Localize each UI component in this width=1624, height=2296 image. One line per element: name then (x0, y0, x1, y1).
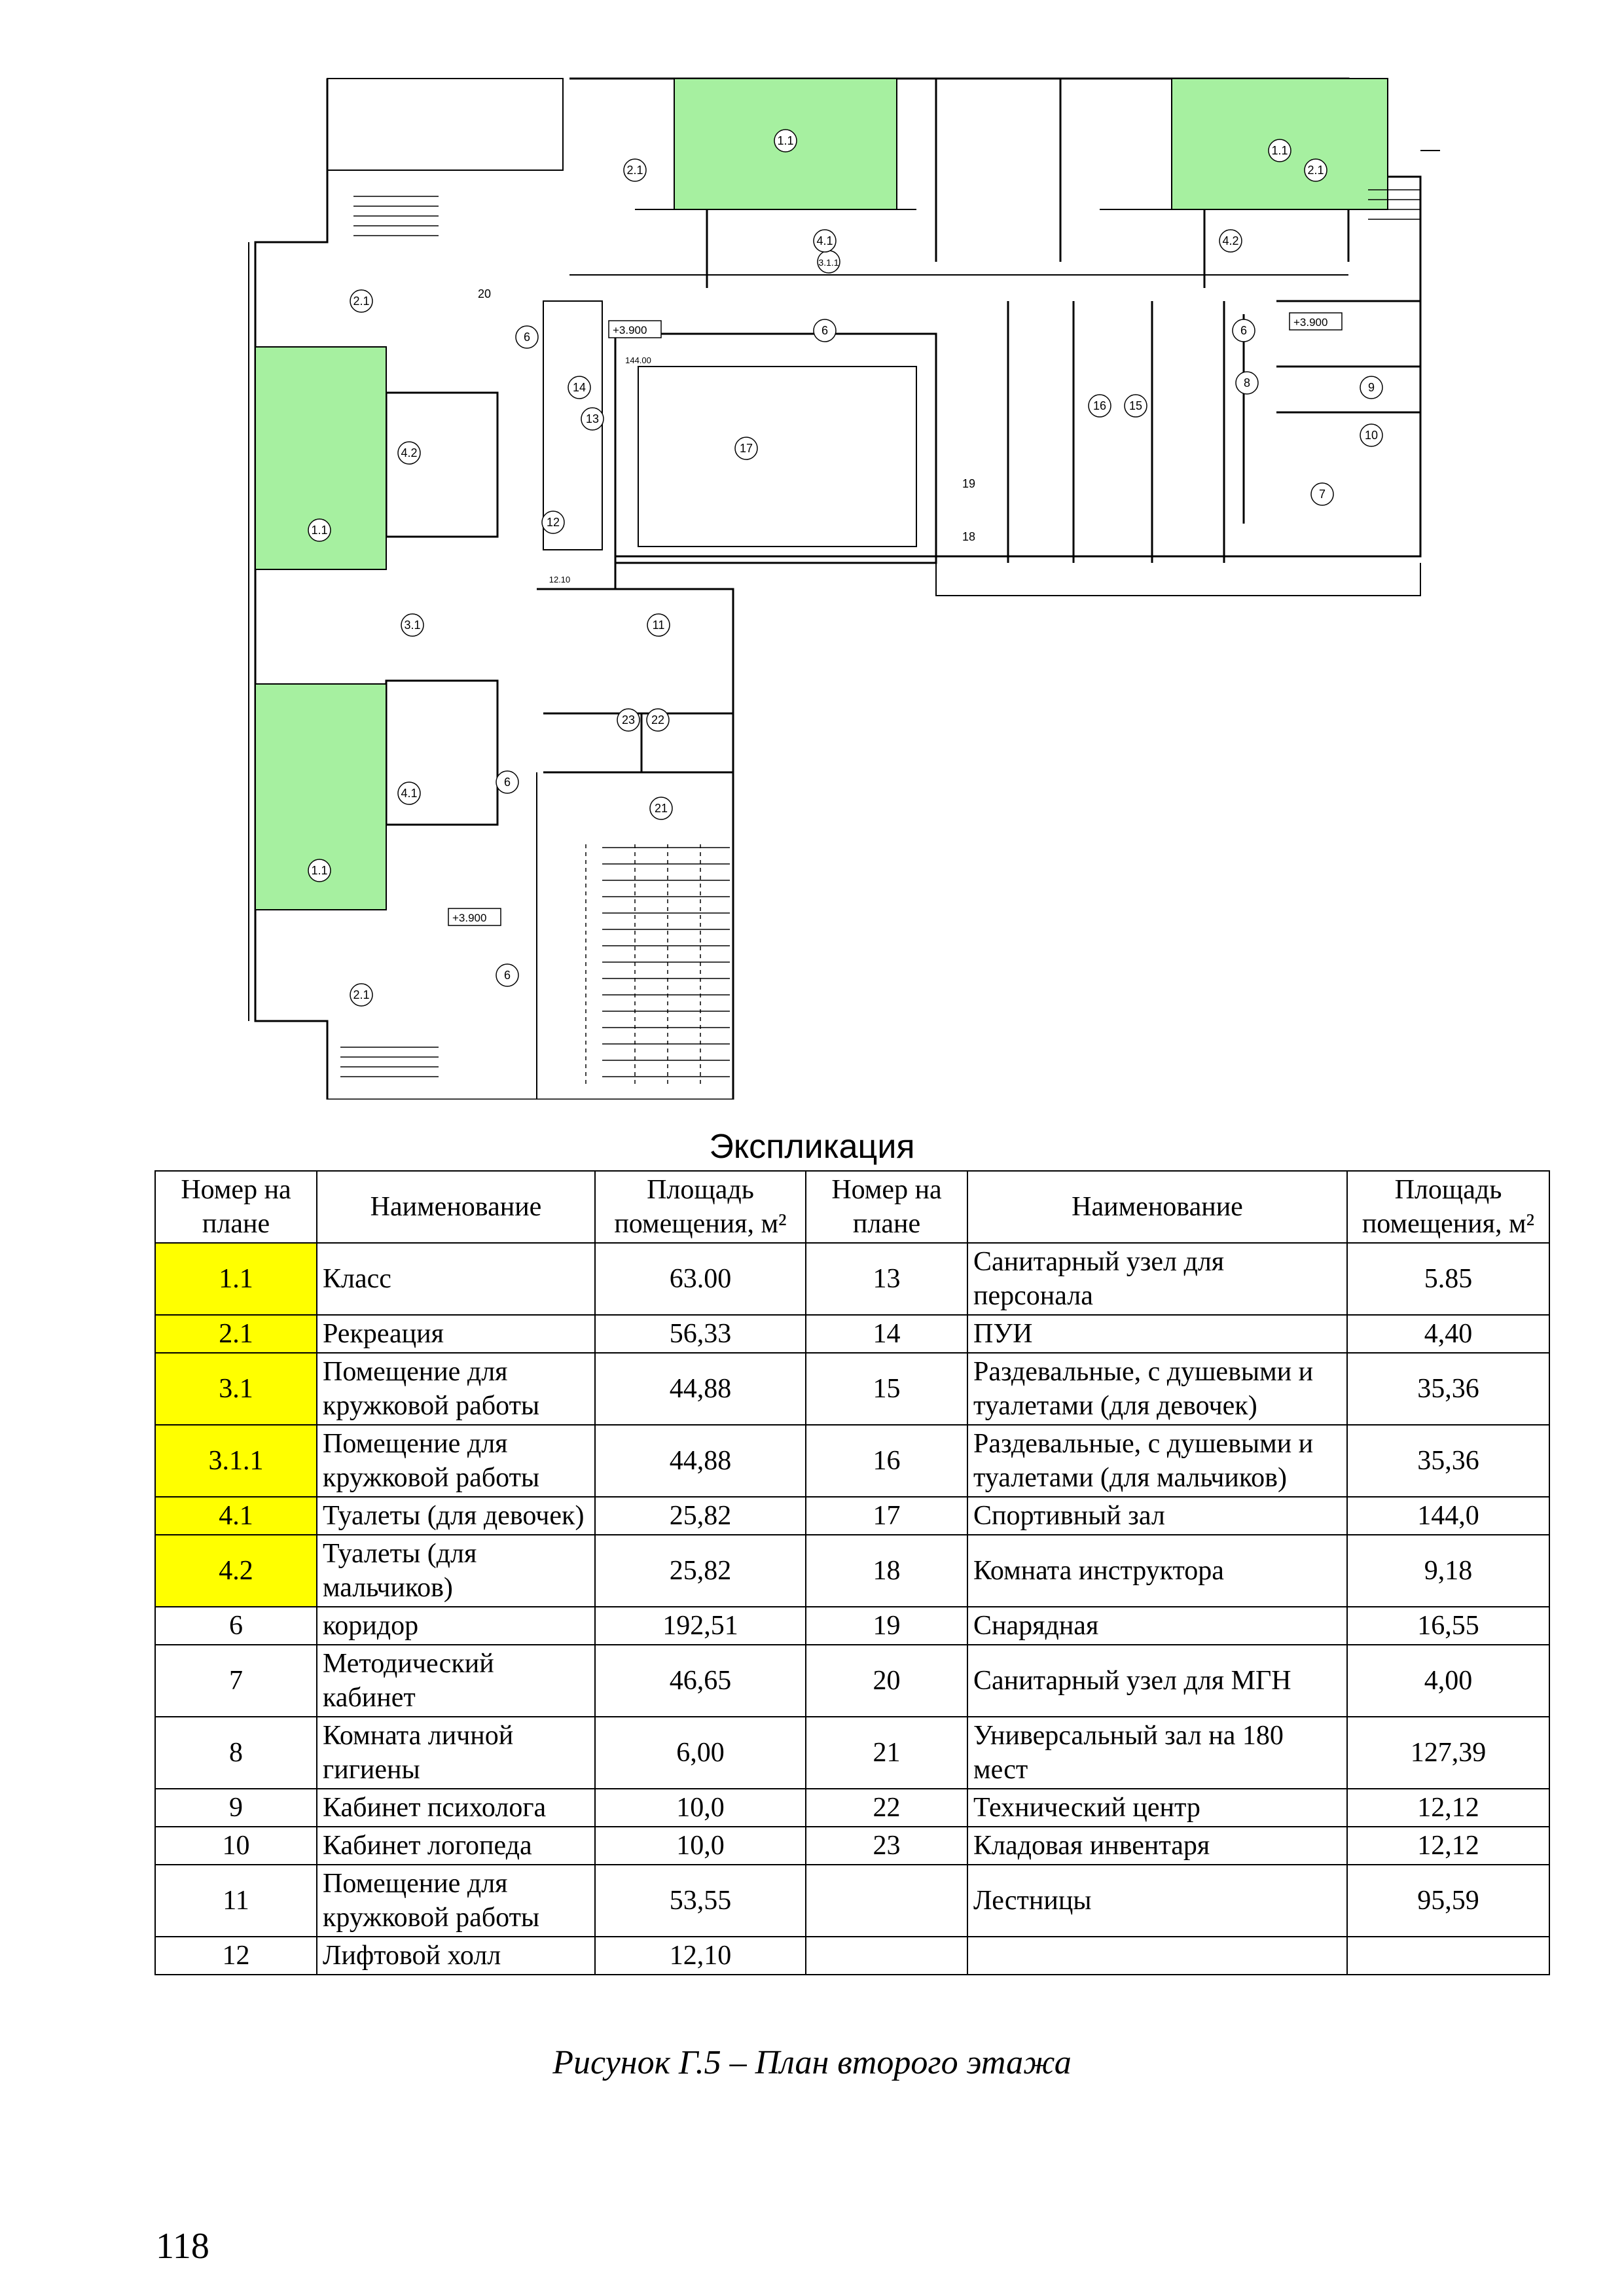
room-name-cell: Лифтовой холл (317, 1937, 595, 1975)
table-row (155, 1717, 1549, 1789)
header-name: Наименование (317, 1171, 595, 1243)
room-label: 19 (962, 477, 976, 490)
table-row (155, 1243, 1549, 1315)
room-area-cell: 10,0 (595, 1827, 806, 1865)
room-area-cell: 16,55 (1347, 1607, 1549, 1645)
room-number-cell: 10 (155, 1827, 317, 1865)
room-name-cell: Технический центр (967, 1789, 1347, 1827)
room-area-cell: 53,55 (595, 1865, 806, 1937)
room-label: 2.1 (353, 295, 370, 308)
room-label: 8 (1243, 376, 1251, 389)
header-num: Номер на плане (806, 1171, 967, 1243)
table-row (155, 1425, 1549, 1497)
explication-title: Экспликация (709, 1128, 915, 1166)
room-label: 4.2 (1222, 234, 1239, 247)
room-name-cell: коридор (317, 1607, 595, 1645)
room-label: 6 (1240, 324, 1248, 337)
room-area-cell: 95,59 (1347, 1865, 1549, 1937)
room-area-cell: 9,18 (1347, 1535, 1549, 1607)
table-row (155, 1535, 1549, 1607)
room-name-cell: Универсальный зал на 180 мест (967, 1717, 1347, 1789)
room-label: 7 (1318, 488, 1326, 501)
room-label: 21 (654, 802, 668, 815)
room-area-cell: 56,33 (595, 1315, 806, 1353)
room-area-cell: 5.85 (1347, 1243, 1549, 1315)
room-area-cell: 6,00 (595, 1717, 806, 1789)
room-name-cell: Снарядная (967, 1607, 1347, 1645)
page-number: 118 (156, 2226, 209, 2267)
room-label: 6 (523, 331, 531, 344)
table-header-row (155, 1171, 1549, 1243)
room-name-cell: Раздевальные, с душевыми и туалетами (для мальчиков) (967, 1425, 1347, 1497)
room-area-cell: 44,88 (595, 1353, 806, 1425)
room-number-cell (806, 1937, 967, 1975)
room-area-cell: 35,36 (1347, 1425, 1549, 1497)
room-label: 4.2 (401, 446, 418, 459)
room-number-cell: 4.1 (155, 1497, 317, 1535)
room-name-cell: Лестницы (967, 1865, 1347, 1937)
table-row (155, 1827, 1549, 1865)
room-label: 1.1 (311, 524, 328, 537)
room-label: 12.10 (549, 575, 571, 584)
room-name-cell: Туалеты (для мальчиков) (317, 1535, 595, 1607)
room-area-cell: 46,65 (595, 1645, 806, 1717)
table-row (155, 1937, 1549, 1975)
table-row (155, 1607, 1549, 1645)
room-name-cell: Рекреация (317, 1315, 595, 1353)
header-area: Площадь помещения, м² (1347, 1171, 1549, 1243)
table-row (155, 1865, 1549, 1937)
room-name-cell: Помещение для кружковой работы (317, 1353, 595, 1425)
room-label: 3.1 (404, 619, 421, 632)
room-area-cell: 4,40 (1347, 1315, 1549, 1353)
room-number-cell: 19 (806, 1607, 967, 1645)
room-label: 16 (1092, 399, 1107, 412)
room-area-cell: 25,82 (595, 1497, 806, 1535)
room-label: 12 (546, 516, 560, 529)
room-area-cell: 144,0 (1347, 1497, 1549, 1535)
room-label: 10 (1364, 429, 1379, 442)
room-name-cell: Кабинет психолога (317, 1789, 595, 1827)
room-area-cell: 192,51 (595, 1607, 806, 1645)
room-area-cell: 10,0 (595, 1789, 806, 1827)
room-number-cell: 15 (806, 1353, 967, 1425)
room-label: 1.1 (777, 134, 794, 147)
room-area-cell: 4,00 (1347, 1645, 1549, 1717)
header-area: Площадь помещения, м² (595, 1171, 806, 1243)
header-name: Наименование (967, 1171, 1347, 1243)
table-row (155, 1497, 1549, 1535)
room-area-cell: 12,12 (1347, 1789, 1549, 1827)
room-area-cell: 44,88 (595, 1425, 806, 1497)
table-row (155, 1645, 1549, 1717)
room-area-cell: 12,10 (595, 1937, 806, 1975)
room-number-cell: 8 (155, 1717, 317, 1789)
room-number-cell: 13 (806, 1243, 967, 1315)
room-label: 9 (1367, 381, 1375, 394)
room-area-cell: 127,39 (1347, 1717, 1549, 1789)
room-label: 17 (739, 442, 753, 455)
header-num: Номер на плане (155, 1171, 317, 1243)
room-number-cell: 17 (806, 1497, 967, 1535)
room-name-cell: Помещение для кружковой работы (317, 1425, 595, 1497)
room-label: 18 (962, 530, 976, 543)
floor-plan (223, 65, 1440, 1100)
room-name-cell: Кладовая инвентаря (967, 1827, 1347, 1865)
room-label: 15 (1128, 399, 1143, 412)
room-name-cell: Спортивный зал (967, 1497, 1347, 1535)
room-name-cell: Кабинет логопеда (317, 1827, 595, 1865)
room-number-cell: 11 (155, 1865, 317, 1937)
room-label: 6 (503, 776, 511, 789)
room-name-cell: Раздевальные, с душевыми и туалетами (для девочек) (967, 1353, 1347, 1425)
table-row (155, 1353, 1549, 1425)
room-label: 2.1 (1307, 164, 1324, 177)
room-label: 23 (621, 713, 636, 726)
room-name-cell (967, 1937, 1347, 1975)
room-name-cell: Помещение для кружковой работы (317, 1865, 595, 1937)
room-name-cell: Туалеты (для девочек) (317, 1497, 595, 1535)
room-area-cell: 35,36 (1347, 1353, 1549, 1425)
room-label: 13 (585, 412, 600, 425)
room-number-cell: 14 (806, 1315, 967, 1353)
room-label: 14 (572, 381, 586, 394)
room-name-cell: Санитарный узел для МГН (967, 1645, 1347, 1717)
room-name-cell: Комната личной гигиены (317, 1717, 595, 1789)
explication-table (154, 1170, 1550, 1975)
room-label: 2.1 (626, 164, 643, 177)
room-number-cell: 3.1 (155, 1353, 317, 1425)
room-name-cell: ПУИ (967, 1315, 1347, 1353)
room-name-cell: Комната инструктора (967, 1535, 1347, 1607)
room-label: 6 (821, 324, 829, 337)
room-number-cell: 6 (155, 1607, 317, 1645)
room-area-cell: 25,82 (595, 1535, 806, 1607)
level-mark: +3.900 (613, 324, 647, 336)
room-number-cell: 23 (806, 1827, 967, 1865)
room-number-cell (806, 1865, 967, 1937)
room-number-cell: 4.2 (155, 1535, 317, 1607)
room-area-cell: 12,12 (1347, 1827, 1549, 1865)
room-label: 144.00 (625, 355, 651, 365)
table-row (155, 1315, 1549, 1353)
room-label: 20 (477, 287, 492, 300)
room-number-cell: 16 (806, 1425, 967, 1497)
room-number-cell: 18 (806, 1535, 967, 1607)
room-label: 4.1 (401, 787, 418, 800)
room-label: 11 (652, 619, 665, 632)
room-area-cell (1347, 1937, 1549, 1975)
room-number-cell: 7 (155, 1645, 317, 1717)
room-label: 6 (503, 969, 511, 982)
level-mark: +3.900 (1293, 316, 1328, 329)
table-row (155, 1789, 1549, 1827)
room-label: 4.1 (816, 234, 833, 247)
room-label: 1.1 (1271, 144, 1288, 157)
room-number-cell: 3.1.1 (155, 1425, 317, 1497)
room-number-cell: 21 (806, 1717, 967, 1789)
room-label: 1.1 (311, 864, 328, 877)
figure-caption: Рисунок Г.5 – План второго этажа (552, 2044, 1072, 2081)
room-label: 3.1.1 (818, 257, 839, 268)
room-label: 22 (651, 713, 665, 726)
room-label: 2.1 (353, 988, 370, 1001)
level-mark: +3.900 (452, 912, 487, 924)
room-number-cell: 20 (806, 1645, 967, 1717)
room-area-cell: 63.00 (595, 1243, 806, 1315)
room-name-cell: Класс (317, 1243, 595, 1315)
room-number-cell: 9 (155, 1789, 317, 1827)
room-number-cell: 2.1 (155, 1315, 317, 1353)
room-number-cell: 12 (155, 1937, 317, 1975)
room-name-cell: Методический кабинет (317, 1645, 595, 1717)
room-number-cell: 22 (806, 1789, 967, 1827)
room-number-cell: 1.1 (155, 1243, 317, 1315)
room-name-cell: Санитарный узел для персонала (967, 1243, 1347, 1315)
